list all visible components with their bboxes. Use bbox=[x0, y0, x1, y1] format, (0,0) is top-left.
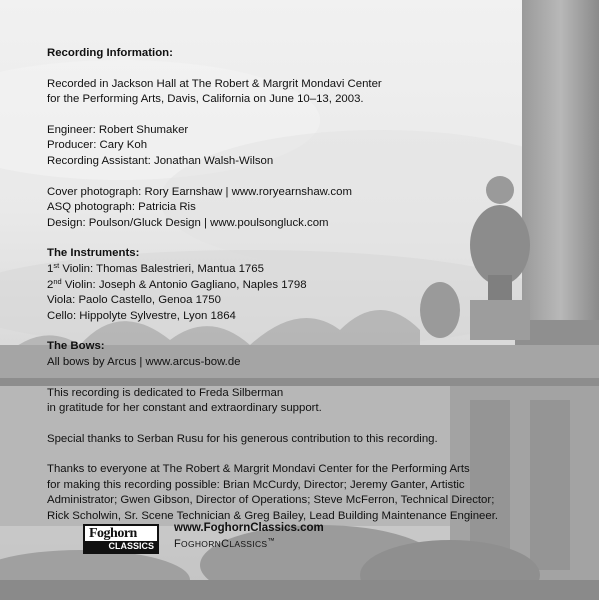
violin2-text: Violin: Joseph & Antonio Gagliano, Naples 1798 bbox=[61, 278, 307, 291]
credits-section bbox=[47, 123, 587, 170]
recording-info-section bbox=[47, 46, 587, 62]
brand-name bbox=[174, 536, 324, 552]
violin1-number: 1 bbox=[47, 262, 54, 275]
cello-line: Cello: Hippolyte Sylvestre, Lyon 1864 bbox=[47, 309, 236, 322]
thanks-line-1: Thanks to everyone at The Robert & Margrit Mondavi Center for the Performing Arts bbox=[47, 463, 470, 476]
logo-word-foghorn: Foghorn bbox=[89, 526, 137, 541]
instruments-heading: The Instruments: bbox=[47, 247, 140, 260]
design-credit: Design: Poulson/Gluck Design | www.poulsongluck.com bbox=[47, 216, 329, 229]
dedication-section bbox=[47, 386, 587, 417]
viola-line: Viola: Paolo Castello, Genoa 1750 bbox=[47, 294, 221, 307]
brand-f: F bbox=[174, 538, 182, 550]
bows-text: All bows by Arcus | www.arcus-bow.de bbox=[47, 355, 241, 368]
recording-line-2: for the Performing Arts, Davis, California on June 10–13, 2003. bbox=[47, 93, 364, 106]
foghorn-logo bbox=[83, 524, 159, 554]
instruments-section bbox=[47, 246, 587, 324]
recording-line-1: Recorded in Jackson Hall at The Robert & Margrit Mondavi Center bbox=[47, 77, 382, 90]
violin2-ordinal: nd bbox=[53, 276, 62, 286]
brand-lassics: LASSICS bbox=[229, 539, 268, 549]
photo-credits-section bbox=[47, 185, 587, 232]
footer-info bbox=[174, 520, 324, 552]
asq-photo-credit: ASQ photograph: Patricia Ris bbox=[47, 201, 196, 214]
thanks-line-3: Administrator; Gwen Gibson, Director of Operations; Steve McFerron, Technical Director; bbox=[47, 494, 495, 507]
thanks-line-4: Rick Scholwin, Sr. Scene Technician & Greg Bailey, Lead Building Maintenance Engineer. bbox=[47, 510, 499, 523]
brand-oghorn: OGHORN bbox=[181, 539, 222, 549]
violin1-line bbox=[47, 262, 587, 278]
cover-photo-credit: Cover photograph: Rory Earnshaw | www.roryearnshaw.com bbox=[47, 185, 352, 198]
special-thanks: Special thanks to Serban Rusu for his generous contribution to this recording. bbox=[47, 432, 438, 445]
recording-location bbox=[47, 77, 587, 108]
violin1-ordinal: st bbox=[53, 260, 60, 270]
engineer-credit: Engineer: Robert Shumaker bbox=[47, 123, 189, 136]
assistant-credit: Recording Assistant: Jonathan Walsh-Wilson bbox=[47, 154, 274, 167]
dedication-line-2: in gratitude for her constant and extraordinary support. bbox=[47, 402, 322, 415]
bows-heading: The Bows: bbox=[47, 340, 105, 353]
violin2-number: 2 bbox=[47, 278, 54, 291]
thanks-section bbox=[47, 462, 587, 524]
recording-info-heading: Recording Information: bbox=[47, 47, 173, 59]
producer-credit: Producer: Cary Koh bbox=[47, 139, 148, 152]
special-thanks-section bbox=[47, 432, 587, 448]
violin2-line bbox=[47, 278, 587, 294]
logo-box bbox=[83, 524, 159, 554]
brand-c: C bbox=[221, 538, 230, 550]
liner-notes-text bbox=[47, 46, 587, 540]
bows-section bbox=[47, 339, 587, 370]
website-link[interactable]: www.FoghornClassics.com bbox=[174, 522, 324, 534]
dedication-line-1: This recording is dedicated to Freda Silberman bbox=[47, 386, 284, 399]
trademark: ™ bbox=[267, 536, 276, 545]
violin1-text: Violin: Thomas Balestrieri, Mantua 1765 bbox=[59, 262, 264, 275]
logo-word-classics: CLASSICS bbox=[85, 541, 157, 552]
thanks-line-2: for making this recording possible: Brian McCurdy, Director; Jeremy Ganter, Artistic bbox=[47, 478, 465, 491]
